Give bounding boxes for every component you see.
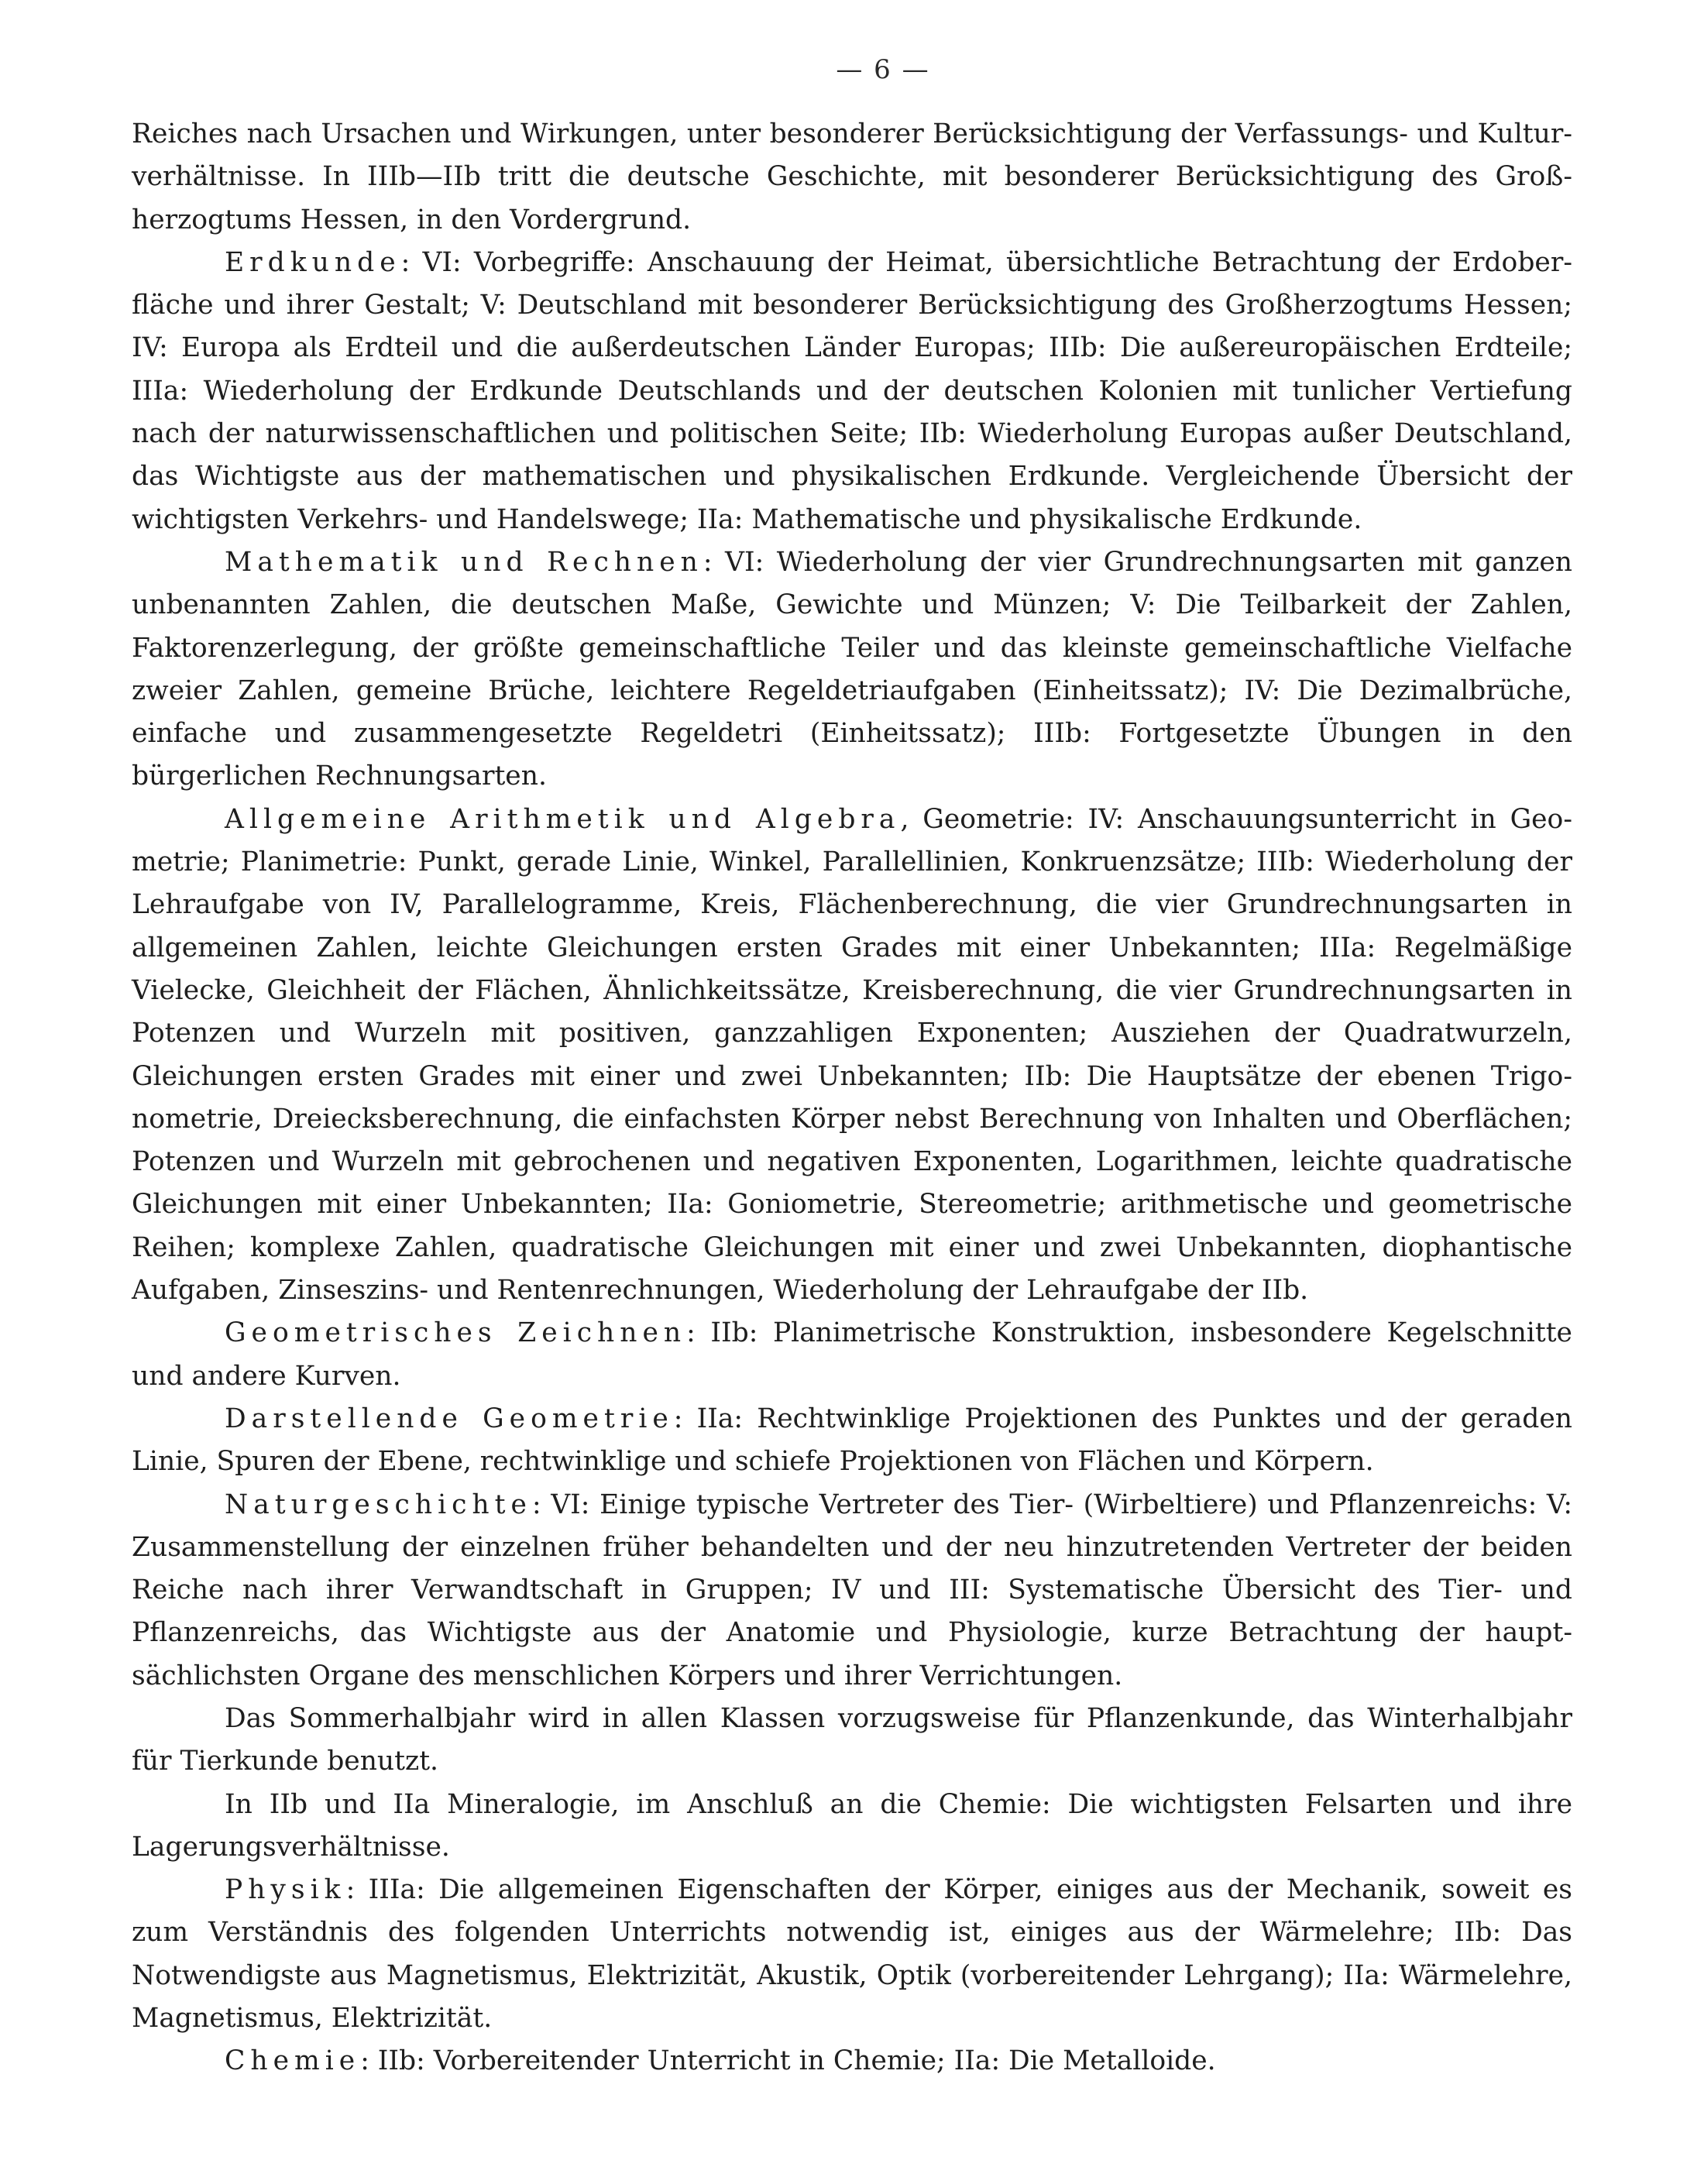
paragraph-physik: [132, 1869, 1572, 2040]
paragraph-text: , Geometrie: IV: Anschauungsunterricht in Geometrie; Planimetrie: Punkt, gerade Linie, Winkel, Parallellinien, Konkruenzsätze; IIIb: Wiederholung der Lehraufgabe von IV, Parallelogramme, Kreis, Flächenberechnung, die vier Grundrechnungsarten in allgemeinen Zahlen, leichte Gleichungen ersten Grades mit einer Unbekannten; IIIa: Regelmäßige Vielecke, Gleichheit der Flächen, Ähnlichkeitssätze, Kreisberechnung, die vier Grundrechnungsarten in Potenzen und Wurzeln mit positiven, ganzzahligen Exponenten; Ausziehen der Quadratwurzeln, Gleichungen ersten Grades mit einer und zwei Unbekannten; IIb: Die Hauptsätze der ebenen Trigonometrie, Dreiecksberechnung, die einfachsten Körper nebst Berechnung von Inhalten und Oberflächen; Potenzen und Wurzeln mit gebrochenen und negativen Exponenten, Logarithmen, leichte quadratische Gleichungen mit einer Unbekannten; IIa: Goniometrie, Stereometrie; arithmetische und geometrische Reihen; komplexe Zahlen, quadratische Gleichungen mit einer und zwei Unbekannten, diophantische Aufgaben, Zinseszins- und Rentenrechnungen, Wiederholung der Lehraufgabe der IIb.: [132, 803, 1572, 1307]
paragraph-arithmetik: [132, 798, 1572, 1313]
paragraph-text: Reiches nach Ursachen und Wirkungen, unter besonderer Berücksichtigung der Verfassungs- und Kulturverhältnisse. In IIIb—IIb tritt die deutsche Geschichte, mit besonderer Berücksichtigung des Großherzogtums Hessen, in den Vordergrund.: [132, 118, 1572, 235]
subject-heading: Chemie: [225, 2045, 361, 2077]
subject-heading: Allgemeine Arithmetik und Algebra: [225, 803, 901, 835]
paragraph-text: : VI: Einige typische Vertreter des Tier- (Wirbeltiere) und Pflanzenreichs: V: Zusammenstellung der einzelnen früher behandelten und der neu hinzutretenden Vertreter der beiden Reiche nach ihrer Verwandtschaft in Gruppen; IV und III: Systematische Übersicht des Tier- und Pflanzenreichs, das Wichtigste aus der Anatomie und Physiologie, kurze Betrachtung der hauptsächlichsten Organe des menschlichen Körpers und ihrer Verrichtungen.: [132, 1489, 1572, 1691]
paragraph-text: : IIb: Vorbereitender Unterricht in Chemie; IIa: Die Metalloide.: [360, 2045, 1216, 2077]
subject-heading: Darstellende Geometrie: [225, 1403, 674, 1434]
paragraph-text: In IIb und IIa Mineralogie, im Anschluß an die Chemie: Die wichtigsten Felsarten und ihre Lagerungsverhältnisse.: [132, 1788, 1572, 1863]
paragraph-text: : IIIa: Die allgemeinen Eigenschaften der Körper, einiges aus der Mechanik, soweit es zum Verständnis des folgenden Unterrichts notwendig ist, einiges aus der Wärmelehre; IIb: Das Notwendigste aus Magnetismus, Elektrizität, Akustik, Optik (vorbereitender Lehrgang); IIa: Wärmelehre, Magnetismus, Elektrizität.: [132, 1874, 1572, 2035]
subject-heading: Erdkunde: [225, 246, 401, 278]
page-number: — 6 —: [836, 54, 930, 85]
subject-heading: Geometrisches Zeichnen: [225, 1317, 687, 1349]
paragraph-zeichnen: [132, 1312, 1572, 1398]
paragraph-darstellende: [132, 1398, 1572, 1484]
paragraph-naturgeschichte: [132, 1484, 1572, 1698]
paragraph-chemie: [132, 2040, 1572, 2083]
paragraph-text: : IIa: Rechtwinklige Projektionen des Punktes und der geraden Linie, Spuren der Ebene, rechtwinklige und schiefe Projektionen von Flächen und Körpern.: [132, 1403, 1572, 1478]
paragraph-text: : VI: Wiederholung der vier Grundrechnungsarten mit ganzen unbenannten Zahlen, die deutschen Maße, Gewichte und Münzen; V: Die Teilbarkeit der Zahlen, Faktorenzerlegung, der größte gemeinschaftliche Teiler und das kleinste gemeinschaftliche Vielfache zweier Zahlen, gemeine Brüche, leichtere Regeldetriaufgaben (Einheitssatz); IV: Die Dezimalbrüche, einfache und zusammengesetzte Regeldetri (Einheitssatz); IIIb: Fortgesetzte Übungen in den bürgerlichen Rechnungsarten.: [132, 546, 1572, 792]
paragraph-intro: [132, 113, 1572, 242]
subject-heading: Naturgeschichte: [225, 1489, 532, 1520]
paragraph-erdkunde: [132, 242, 1572, 541]
paragraph-text: : VI: Vorbegriffe: Anschauung der Heimat, übersichtliche Betrachtung der Erdoberfläche und ihrer Gestalt; V: Deutschland mit besonderer Berücksichtigung des Großherzogtums Hessen; IV: Europa als Erdteil und die außerdeutschen Länder Europas; IIIb: Die außereuropäischen Erdteile; IIIa: Wiederholung der Erdkunde Deutschlands und der deutschen Kolonien mit tunlicher Vertiefung nach der naturwissenschaftlichen und politischen Seite; IIb: Wiederholung Europas außer Deutschland, das Wichtigste aus der mathematischen und physikalischen Erdkunde. Vergleichende Übersicht der wichtigsten Verkehrs- und Handelswege; IIa: Mathematische und physikalische Erdkunde.: [132, 246, 1572, 535]
subject-heading: Physik: [225, 1874, 346, 1906]
subject-heading: Mathematik und Rechnen: [225, 546, 703, 578]
paragraph-sommerhalbjahr: [132, 1698, 1572, 1784]
paragraph-text: : IIb: Planimetrische Konstruktion, insbesondere Kegelschnitte und andere Kurven.: [132, 1317, 1572, 1392]
paragraph-mineralogie: [132, 1784, 1572, 1870]
paragraph-mathematik: [132, 541, 1572, 798]
document-page: [132, 54, 1572, 2145]
paragraph-text: Das Sommerhalbjahr wird in allen Klassen vorzugsweise für Pflanzenkunde, das Winterhalbjahr für Tierkunde benutzt.: [132, 1702, 1572, 1777]
